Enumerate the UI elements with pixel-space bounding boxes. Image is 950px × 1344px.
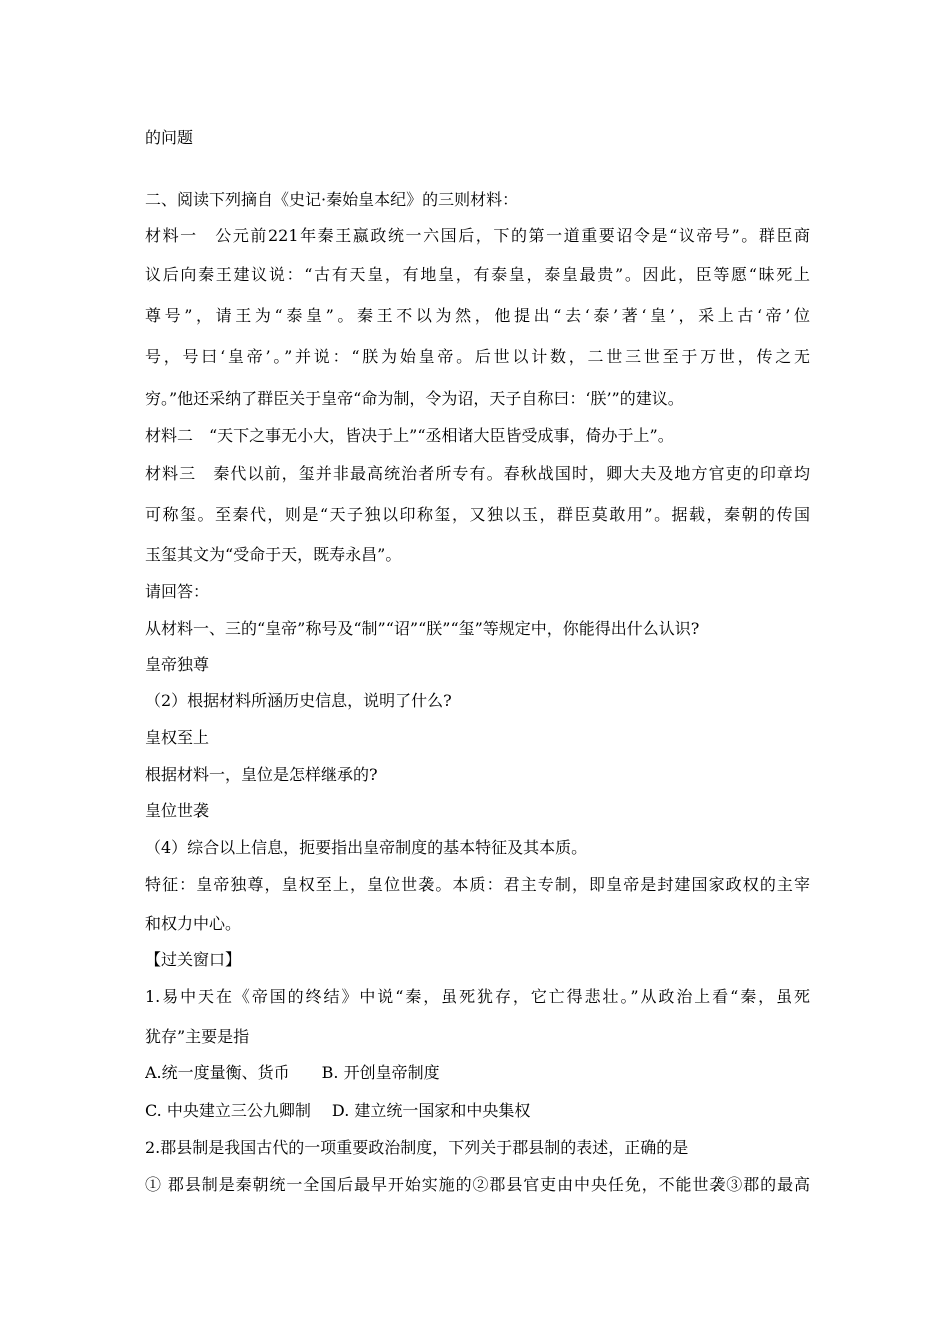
- text-line: 号，号曰‘皇帝’。”并说：“朕为始皇帝。后世以计数，二世三世至于万世，传之无: [145, 347, 810, 366]
- option-line: C. 中央建立三公九卿制 D. 建立统一国家和中央集权: [145, 1101, 531, 1120]
- text-line: 材料二 “天下之事无小大，皆决于上”“丞相诸大臣皆受成事，倚办于上”。: [145, 426, 674, 445]
- text-line: 材料三 秦代以前，玺并非最高统治者所专有。春秋战国时，卿大夫及地方官吏的印章均: [145, 464, 810, 483]
- answer-line: 皇位世袭: [145, 801, 210, 820]
- text-line: 材料一 公元前221年秦王嬴政统一六国后，下的第一道重要诏令是“议帝号”。群臣商: [145, 226, 810, 245]
- option-line: A.统一度量衡、货币 B. 开创皇帝制度: [145, 1063, 440, 1082]
- question-line: 犹存”主要是指: [145, 1027, 250, 1046]
- section-heading: 二、阅读下列摘自《史记·秦始皇本纪》的三则材料：: [145, 190, 519, 209]
- text-line: 玉玺其文为“受命于天，既寿永昌”。: [145, 545, 402, 564]
- question-line: （4）综合以上信息，扼要指出皇帝制度的基本特征及其本质。: [145, 838, 588, 857]
- answer-line: 皇权至上: [145, 728, 210, 747]
- answer-line: 特征：皇帝独尊，皇权至上，皇位世袭。本质：君主专制，即皇帝是封建国家政权的主宰: [145, 875, 810, 894]
- question-line: ① 郡县制是秦朝统一全国后最早开始实施的②郡县官吏由中央任免，不能世袭③郡的最高: [145, 1175, 810, 1194]
- question-prompt: 请回答：: [145, 582, 210, 601]
- answer-line: 和权力中心。: [145, 914, 242, 933]
- text-line: 的问题: [145, 128, 194, 147]
- text-line: 穷。”他还采纳了群臣关于皇帝“命为制，令为诏，天子自称曰：‘朕’”的建议。: [145, 389, 684, 408]
- text-line: 尊号”，请王为“泰皇”。秦王不以为然，他提出“去‘泰’著‘皇’，采上古‘帝’位: [145, 306, 810, 325]
- question-line: 1.易中天在《帝国的终结》中说“秦，虽死犹存，它亡得悲壮。”从政治上看“秦，虽死: [145, 987, 810, 1006]
- text-line: 可称玺。至秦代，则是“天子独以印称玺，又独以玉，群臣莫敢用”。据载，秦朝的传国: [145, 505, 810, 524]
- question-line: 2.郡县制是我国古代的一项重要政治制度，下列关于郡县制的表述，正确的是: [145, 1138, 689, 1157]
- text-line: 议后向秦王建议说：“古有天皇，有地皇，有泰皇，泰皇最贵”。因此，臣等愿“昧死上: [145, 265, 810, 284]
- answer-line: 皇帝独尊: [145, 655, 210, 674]
- section-heading: 【过关窗口】: [145, 950, 242, 969]
- question-line: （2）根据材料所涵历史信息，说明了什么?: [145, 691, 452, 710]
- question-line: 从材料一、三的“皇帝”称号及“制”“诏”“朕”“玺”等规定中，你能得出什么认识?: [145, 619, 700, 638]
- question-line: 根据材料一，皇位是怎样继承的?: [145, 765, 378, 784]
